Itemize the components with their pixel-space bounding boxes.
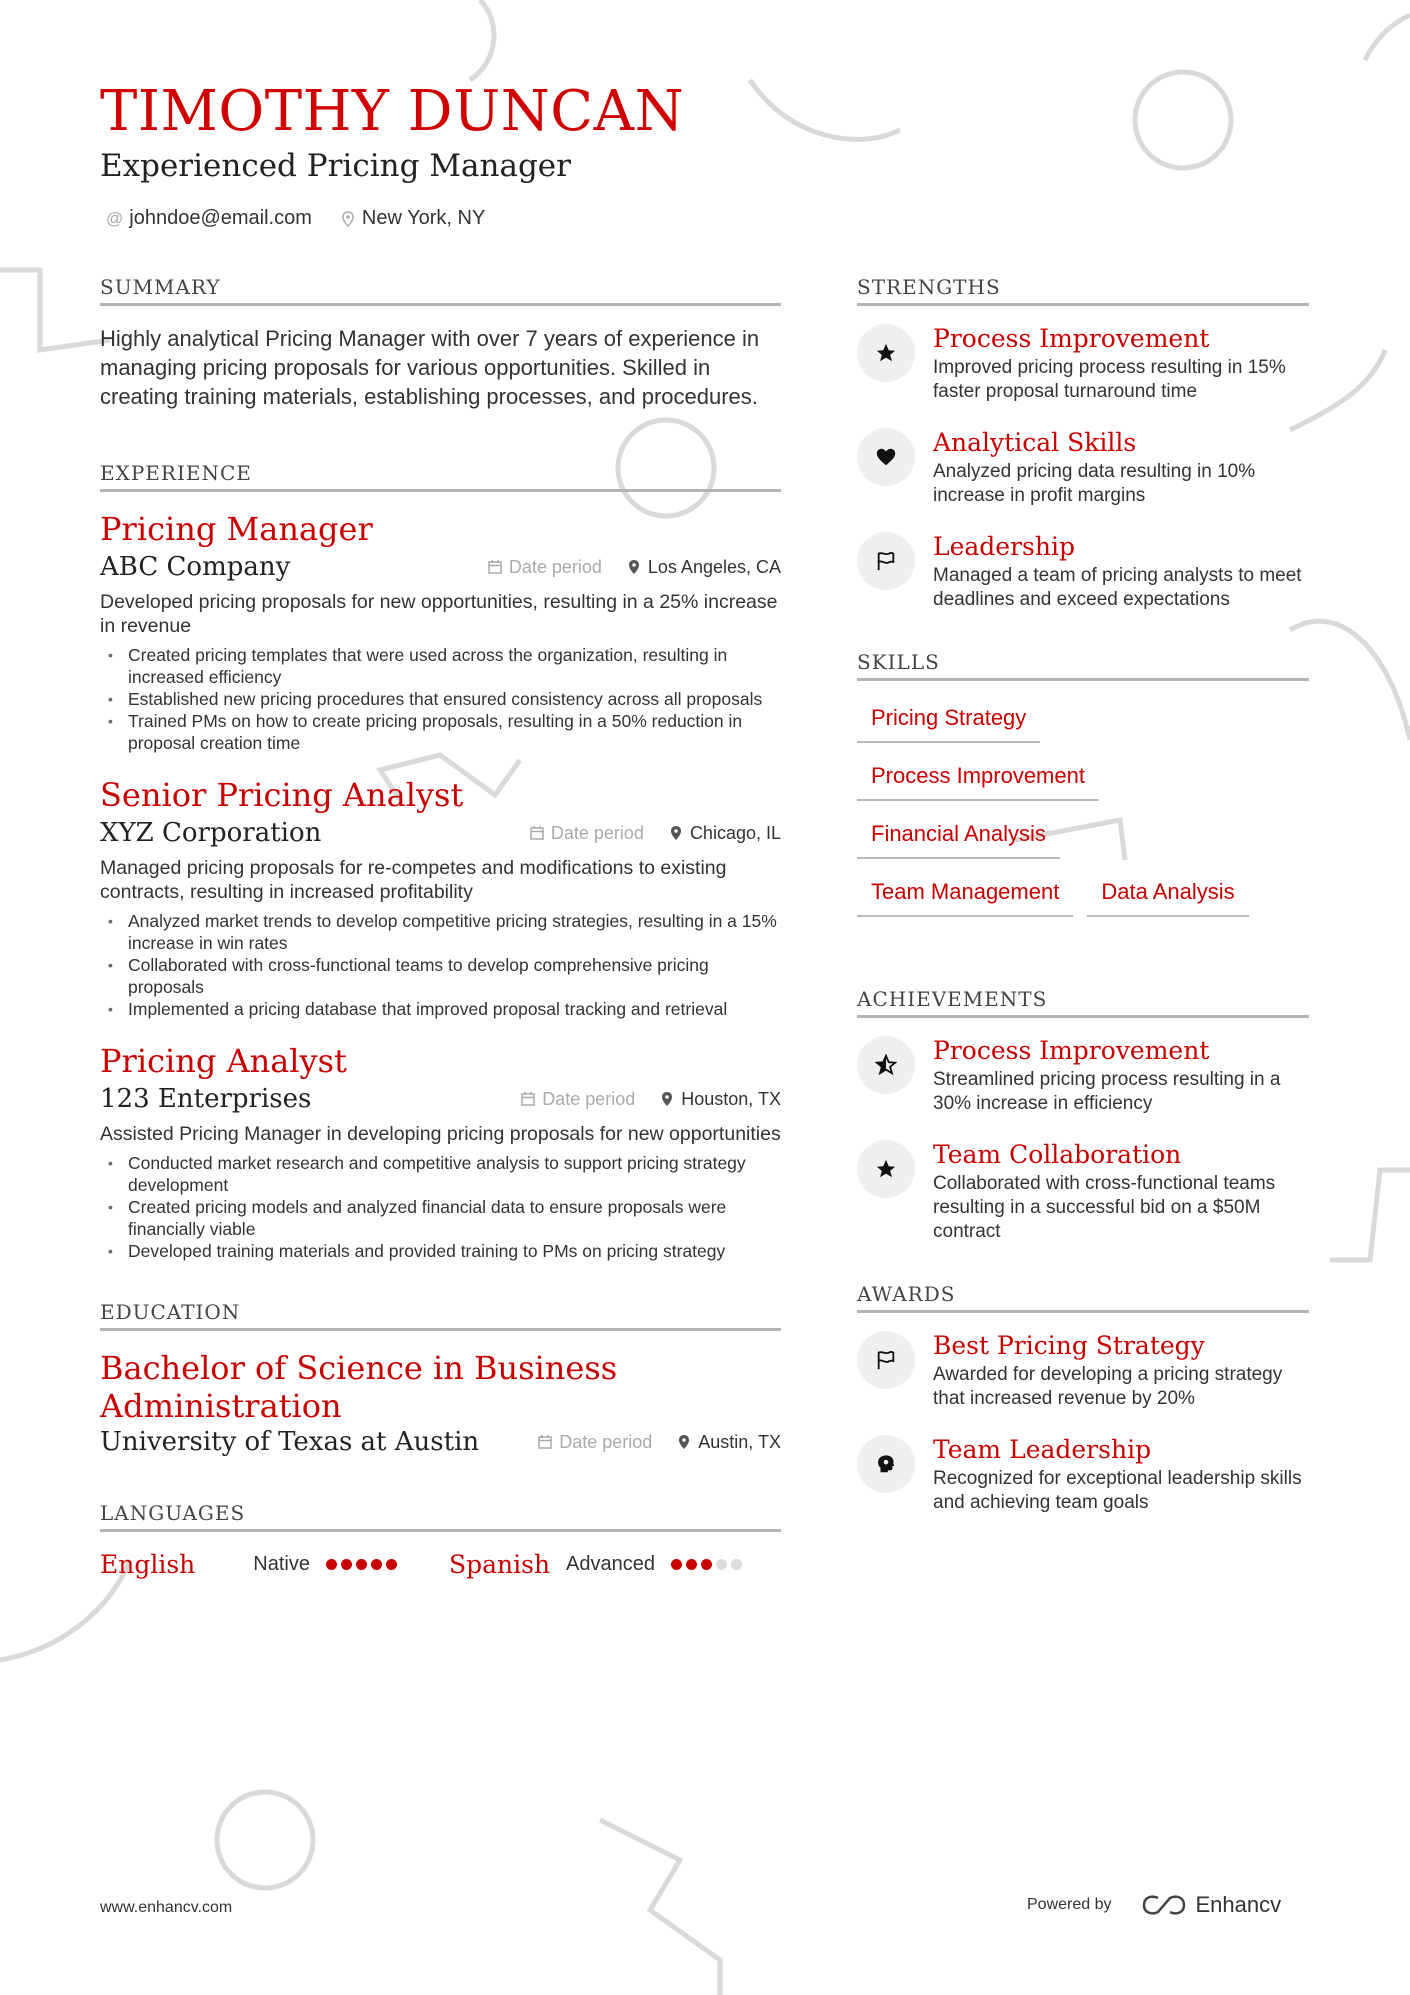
location-pin-icon (668, 825, 684, 841)
language-level: Advanced (566, 1553, 656, 1575)
job-date: Date period (550, 822, 644, 843)
contact-info (106, 207, 485, 230)
job-title: Pricing Manager (100, 510, 373, 548)
enhancv-logo-icon (1140, 1893, 1188, 1917)
strength-title: Process Improvement (933, 324, 1210, 353)
star-icon (857, 1140, 915, 1198)
job-location: Houston, TX (681, 1088, 781, 1109)
language-item (449, 1550, 742, 1579)
skill-wrapper (857, 873, 1073, 917)
job-meta (529, 823, 781, 844)
job-entry (100, 1042, 781, 1262)
location-pin-icon (340, 211, 356, 227)
job-entry (100, 776, 781, 1020)
summary-text: Highly analytical Pricing Manager with over 7 years of experience in managing pricing proposals for various opportunities. Skilled in creating training materials, establishing processes, and procedures. (100, 326, 760, 409)
calendar-icon (520, 1091, 536, 1107)
education-school: University of Texas at Austin (100, 1427, 480, 1457)
skills-heading: SKILLS (857, 650, 1309, 681)
star-icon (857, 324, 915, 382)
job-bullets (100, 1152, 781, 1262)
achievements-list (857, 1036, 1309, 1244)
language-item (100, 1550, 397, 1579)
language-name: Spanish (448, 1550, 551, 1579)
job-company: 123 Enterprises (100, 1084, 312, 1114)
at-icon: @ (106, 208, 124, 228)
experience-heading: EXPERIENCE (100, 461, 781, 492)
experience-list (100, 510, 781, 1262)
job-bullets (100, 644, 781, 754)
strength-description: Analyzed pricing data resulting in 10% increase in profit margins (933, 461, 1256, 506)
award-title: Team Leadership (933, 1435, 1152, 1464)
star-outline-icon (857, 1036, 915, 1094)
education-heading: EDUCATION (100, 1300, 781, 1331)
email-text: johndoe@email.com (129, 207, 312, 229)
job-bullet: • Analyzed market trends to develop competitive pricing strategies, resulting in a 15% increase in win rates (100, 910, 781, 954)
strength-description: Managed a team of pricing analysts to meet deadlines and exceed expectations (933, 565, 1302, 610)
achievement-description: Streamlined pricing process resulting in a 30% increase in efficiency (933, 1069, 1281, 1114)
location-pin-icon (626, 559, 642, 575)
strength-item (857, 532, 1309, 612)
job-bullet: • Implemented a pricing database that improved proposal tracking and retrieval (100, 998, 781, 1020)
rating-dot (386, 1559, 397, 1570)
job-meta (487, 557, 781, 578)
rating-dot (356, 1559, 367, 1570)
strength-description: Improved pricing process resulting in 15% faster proposal turnaround time (933, 357, 1286, 402)
job-bullet: • Created pricing templates that were used across the organization, resulting in increased efficiency (100, 644, 781, 688)
languages-heading: LANGUAGES (100, 1501, 781, 1532)
job-title: Senior Pricing Analyst (100, 776, 464, 814)
job-bullet: • Collaborated with cross-functional teams to develop comprehensive pricing proposals (100, 954, 781, 998)
languages-list (100, 1550, 781, 1579)
skill-wrapper (1087, 873, 1248, 917)
job-bullet: • Trained PMs on how to create pricing proposals, resulting in a 50% reduction in proposal creation time (100, 710, 781, 754)
rating-dot (686, 1559, 697, 1570)
skill-tag: Process Improvement (857, 757, 1099, 801)
rating-dot (371, 1559, 382, 1570)
calendar-icon (529, 825, 545, 841)
heart-icon (857, 428, 915, 486)
achievement-title: Team Collaboration (933, 1140, 1182, 1169)
education-date: Date period (559, 1431, 653, 1452)
job-bullet: • Created pricing models and analyzed financial data to ensure proposals were financially viable (100, 1196, 781, 1240)
footer-website[interactable]: www.enhancv.com (100, 1899, 233, 1916)
skill-tag: Data Analysis (1087, 873, 1248, 917)
skill-wrapper (857, 699, 1309, 743)
powered-by-label: Powered by (1027, 1896, 1112, 1913)
job-date: Date period (508, 556, 602, 577)
skill-tag: Pricing Strategy (857, 699, 1040, 743)
job-meta (520, 1089, 781, 1110)
job-location: Los Angeles, CA (647, 556, 781, 577)
skill-tag: Team Management (857, 873, 1073, 917)
achievement-item (857, 1036, 1309, 1116)
job-location: Chicago, IL (689, 822, 781, 843)
job-bullets (100, 910, 781, 1020)
candidate-name: TIMOTHY DUNCAN (100, 79, 685, 144)
rating-dot (731, 1559, 742, 1570)
job-bullet: • Developed training materials and provided training to PMs on pricing strategy (100, 1240, 781, 1262)
job-company: ABC Company (100, 552, 291, 582)
candidate-title: Experienced Pricing Manager (100, 148, 571, 184)
language-name: English (100, 1550, 196, 1579)
language-rating (326, 1559, 397, 1570)
strength-item (857, 428, 1309, 508)
calendar-icon (487, 559, 503, 575)
location-pin-icon (676, 1434, 692, 1450)
award-item (857, 1435, 1309, 1515)
awards-list (857, 1331, 1309, 1515)
rating-dot (701, 1559, 712, 1570)
job-description: Assisted Pricing Manager in developing pricing proposals for new opportunities (100, 1123, 781, 1145)
awards-heading: AWARDS (857, 1282, 1309, 1313)
skill-wrapper (857, 757, 1309, 801)
rating-dot (326, 1559, 337, 1570)
strengths-heading: STRENGTHS (857, 275, 1309, 306)
job-description: Developed pricing proposals for new opportunities, resulting in a 25% increase in revenue (100, 591, 778, 637)
education-degree: Bachelor of Science in Business Administration (100, 1349, 618, 1425)
job-bullet: • Conducted market research and competitive analysis to support pricing strategy development (100, 1152, 781, 1196)
education-location: Austin, TX (698, 1431, 781, 1452)
location-text: New York, NY (361, 207, 486, 229)
job-title: Pricing Analyst (100, 1042, 347, 1080)
head-icon (857, 1435, 915, 1493)
calendar-icon (537, 1434, 553, 1450)
strength-title: Analytical Skills (933, 428, 1137, 457)
language-level: Native (253, 1553, 310, 1575)
job-entry (100, 510, 781, 754)
footer-brand (1027, 1892, 1281, 1918)
left-column (100, 275, 781, 1579)
job-date: Date period (542, 1088, 636, 1109)
location-contact (340, 207, 485, 230)
achievement-title: Process Improvement (933, 1036, 1210, 1065)
skill-wrapper (857, 815, 1309, 859)
job-bullet: • Established new pricing procedures that ensured consistency across all proposals (100, 688, 781, 710)
rating-dot (671, 1559, 682, 1570)
award-item (857, 1331, 1309, 1411)
award-description: Recognized for exceptional leadership skills and achieving team goals (933, 1468, 1302, 1513)
email-contact[interactable] (106, 207, 312, 230)
award-description: Awarded for developing a pricing strategy that increased revenue by 20% (933, 1364, 1283, 1409)
language-rating (671, 1559, 742, 1570)
location-pin-icon (659, 1091, 675, 1107)
education-meta (537, 1432, 781, 1453)
rating-dot (341, 1559, 352, 1570)
strengths-list (857, 324, 1309, 612)
skill-tag: Financial Analysis (857, 815, 1060, 859)
rating-dot (716, 1559, 727, 1570)
brand-name: Enhancv (1195, 1892, 1282, 1917)
strength-title: Leadership (933, 532, 1075, 561)
job-company: XYZ Corporation (100, 818, 322, 848)
right-column (857, 275, 1309, 1539)
job-description: Managed pricing proposals for re-competes and modifications to existing contracts, resulting in increased profitability (100, 857, 727, 903)
flag-icon (857, 1331, 915, 1389)
summary-heading: SUMMARY (100, 275, 781, 306)
award-title: Best Pricing Strategy (933, 1331, 1205, 1360)
flag-icon (857, 532, 915, 590)
achievements-heading: ACHIEVEMENTS (857, 987, 1309, 1018)
achievement-item (857, 1140, 1309, 1244)
achievement-description: Collaborated with cross-functional teams resulting in a successful bid on a $50M contract (933, 1173, 1276, 1242)
brand-logo[interactable] (1140, 1892, 1282, 1918)
skills-list (857, 699, 1309, 917)
strength-item (857, 324, 1309, 404)
